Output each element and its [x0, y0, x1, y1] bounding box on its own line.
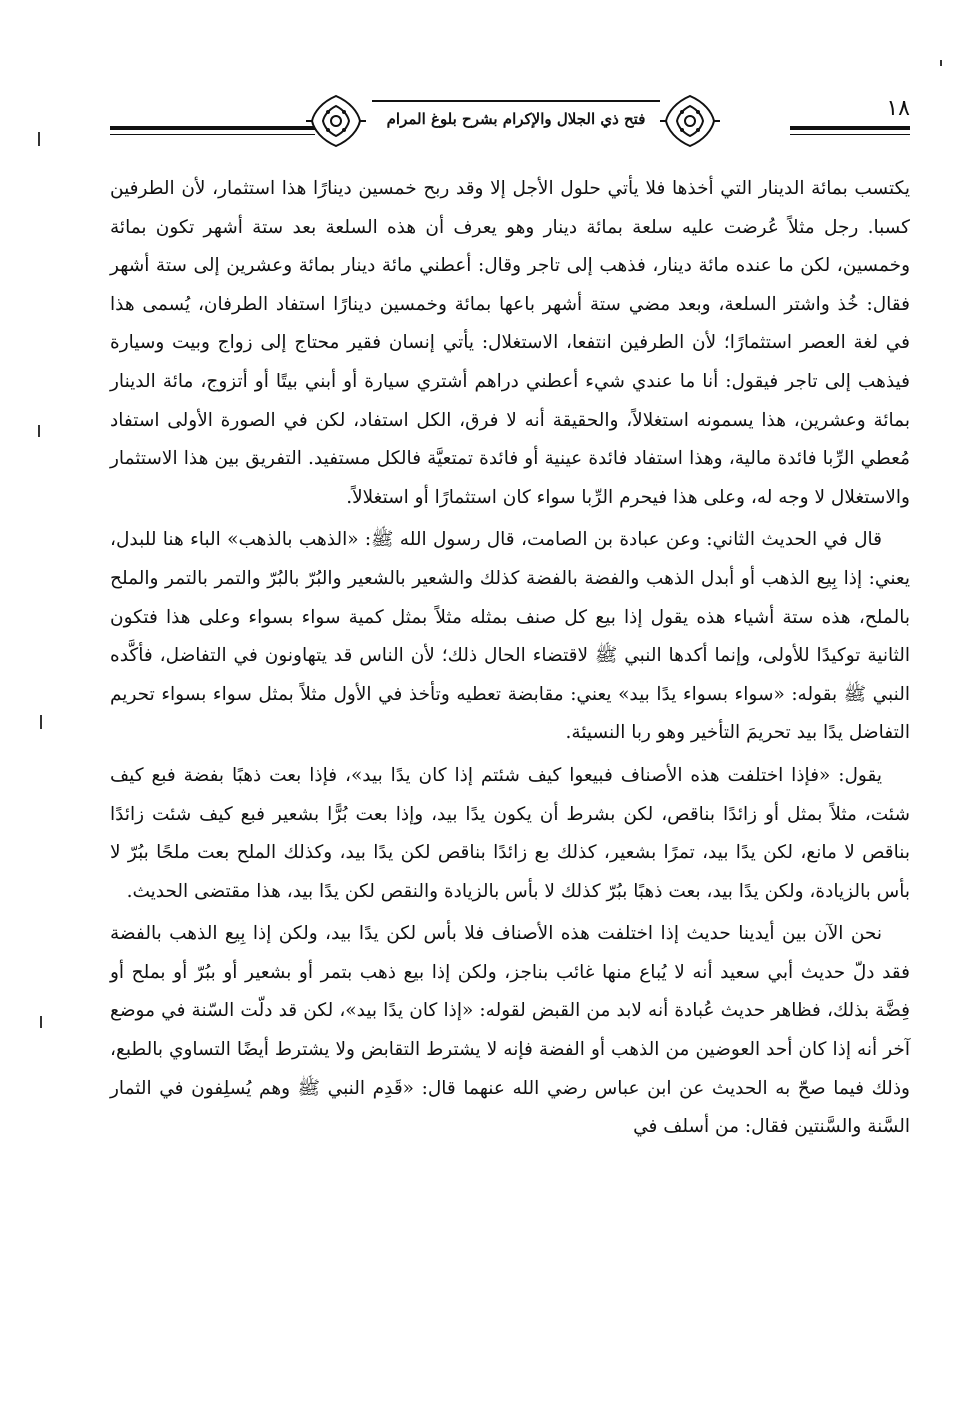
paragraph-4: نحن الآن بين أيدينا حديث إذا اختلفت هذه الأصناف فلا بأس لكن يدًا بيد، ولكن إذا بِيع الذهب بالفضة فقد دلّ حديث أبي سعيد أنه لا يُباع منها غائب بناجز، ولكن إذا بيع ذهب بتمر أو بشعير أو ببُرّ أو بملح أو فِضَّة بذلك، فظاهر حديث عُبادة أنه لابد من القبض لقوله: «إذا كان يدًا بيد»، لكن قد دلّت السّنة في موضع آخر أنه إذا كان أحد العوضين من الذهب أو الفضة فإنه لا يشترط التقابض ولا يشترط أيضًا التساوي بالطبع، وذلك فيما صحّ به الحديث عن ابن عباس رضي الله عنهما قال: «قَدِم النبي ﷺ وهم يُسلِفون في الثمار السَّنة والسَّنتين فقال: من أسلف في	[110, 923, 910, 1138]
ornament-icon	[306, 92, 366, 150]
ornament-icon	[660, 92, 720, 150]
paragraph-3: يقول: «فإذا اختلفت هذه الأصناف فبيعوا كيف شئتم إذا كان يدًا بيد»، فإذا بعت ذهبًا بفضة فبع كيف شئت، مثلاً بمثل أو زائدًا بناقص، لكن بشرط أن يكون يدًا بيد، وإذا بعت بُرًّا بشعير فبع كيف شئت زائدًا بناقص لا مانع، لكن يدًا بيد، تمرًا بشعير، كذلك بع زائدًا بناقص لكن يدًا بيد، وكذلك الملح بعت ملحًا ببُرّ لا بأس بالزيادة، ولكن يدًا بيد، بعت ذهبًا ببُرّ كذلك لا بأس بالزيادة والنقص لكن يدًا بيد، هذا مقتضى الحديث.	[110, 764, 910, 902]
title-underline	[372, 100, 660, 102]
page-header	[110, 90, 910, 150]
page-number: ١٨	[886, 96, 910, 121]
header-thin-rule-left	[110, 134, 315, 135]
header-rule-right	[790, 126, 910, 130]
page-body	[110, 170, 910, 1147]
paragraph-1: يكتسب بمائة الدينار التي أخذها فلا يأتي حلول الأجل إلا وقد ربح خمسين دينارًا هذا استثمار، لأن الطرفين كسبا. رجل مثلاً عُرضت عليه سلعة بمائة دينار وهو يعرف أن هذه السلعة بعد ستة أشهر تكون بمائة وخمسين، لكن ما عنده مائة دينار، فذهب إلى تاجر وقال: أعطني مائة دينار بمائة وعشرين إلى ستة أشهر فقال: خُذ واشتر السلعة، وبعد مضي ستة أشهر باعها بمائة وخمسين دينارًا استفاد الطرفان، يُسمى هذا في لغة العصر استثمارًا؛ لأن الطرفين انتفعا، الاستغلال: يأتي إنسان فقير محتاج إلى زواج وبيت وسيارة فيذهب إلى تاجر فيقول: أنا ما عندي شيء أعطني دراهم أشتري سيارة أو أبني بيتًا أو أتزوج، مائة الدينار بمائة وعشرين، هذا يسمونه استغلالاً، والحقيقة أنه لا فرق، الكل استفاد، لكن في الصورة الأولى استفاد مُعطي الرِّبا فائدة مالية، وهذا استفاد فائدة عينية أو فائدة تمتعيَّة فالكل مستفيد. التفريق بين هذا الاستثمار والاستغلال لا وجه له، وعلى هذا فيحرم الرِّبا سواء كان استثمارًا أو استغلالاً.	[110, 178, 910, 508]
header-rule-left	[110, 126, 315, 130]
book-title: فتح ذي الجلال والإكرام بشرح بلوغ المرام	[386, 110, 646, 128]
paragraph-2: قال في الحديث الثاني: وعن عبادة بن الصامت، قال رسول الله ﷺ: «الذهب بالذهب» الباء هنا للبدل، يعني: إذا بِيع الذهب أو أبدل الذهب والفضة بالفضة كذلك والشعير بالشعير والبُرّ بالبُرّ والتمر بالتمر والملح بالملح، هذه ستة أشياء هذه يقول إذا بيع كل صنف بمثله مثلاً بمثل كمية سواء بسواء وعلى هذا فتكون الثانية توكيدًا للأولى، وإنما أكدها النبي ﷺ لاقتضاء الحال ذلك؛ لأن الناس قد يتهاونون في التفاضل، فأكَّده النبي ﷺ بقوله: «سواء بسواء يدًا بيد» يعني: مقابضة تعطيه وتأخذ في الأول مثلاً بمثل سواء بسواء تحريم التفاضل يدًا بيد تحريمَ التأخير وهو ربا النسيئة.	[110, 529, 910, 744]
header-thin-rule-right	[790, 134, 910, 135]
